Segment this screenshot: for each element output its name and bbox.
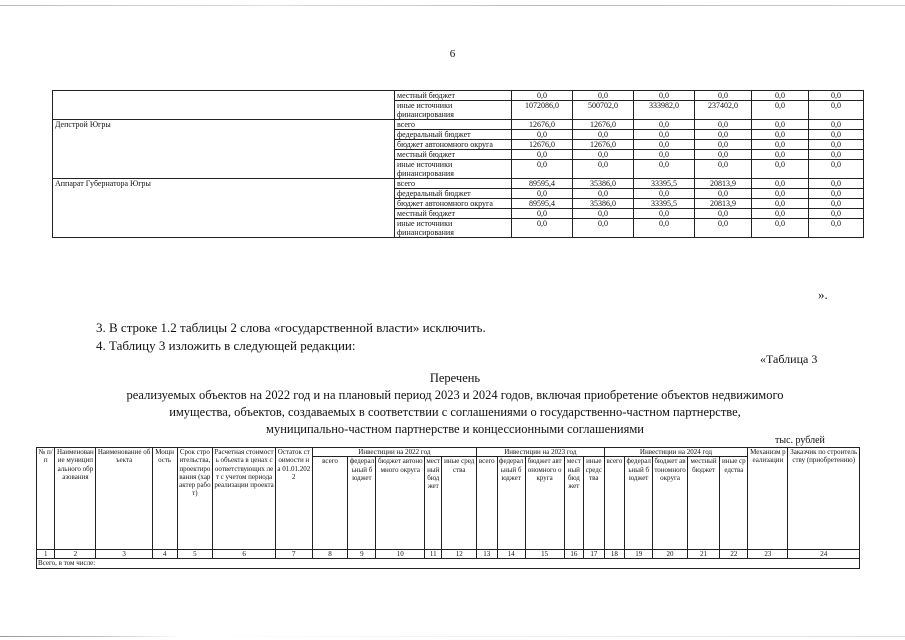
header-investments-2023: Инвестиции на 2023 год	[477, 448, 605, 457]
column-number: 13	[477, 550, 498, 559]
funding-source-label: федеральный бюджет	[395, 130, 512, 140]
funding-value: 0,0	[752, 199, 809, 209]
funding-value: 0,0	[634, 120, 695, 130]
funding-value: 0,0	[752, 189, 809, 199]
funding-value: 0,0	[809, 130, 864, 140]
funding-value: 0,0	[752, 101, 809, 120]
funding-value: 0,0	[752, 160, 809, 179]
funding-source-label: местный бюджет	[395, 91, 512, 101]
funding-value: 35386,0	[573, 179, 634, 189]
funding-value: 0,0	[573, 130, 634, 140]
funding-source-label: федеральный бюджет	[395, 189, 512, 199]
column-number: 2	[55, 550, 96, 559]
funding-value: 0,0	[752, 91, 809, 101]
funding-row	[53, 179, 864, 189]
funding-value: 0,0	[634, 209, 695, 219]
funding-value: 0,0	[512, 209, 573, 219]
sub-2023-total: всего	[477, 457, 498, 550]
funding-value: 0,0	[752, 120, 809, 130]
funding-value: 0,0	[695, 120, 752, 130]
total-row: Всего, в том числе:	[37, 559, 860, 569]
sub-2022-total: всего	[312, 457, 348, 550]
funding-row	[53, 91, 864, 101]
list-subtitle-line-2: имущества, объектов, создаваемых в соответствии с соглашениями о государственно-частном партнерстве,	[169, 405, 741, 419]
header-investments-2024: Инвестиции на 2024 год	[604, 448, 748, 457]
header-object-name: Наименование объекта	[96, 448, 152, 550]
sub-2024-regional: бюджет автономного округа	[653, 457, 688, 550]
sub-2024-federal: федеральный бюджет	[625, 457, 653, 550]
funding-value: 0,0	[752, 219, 809, 238]
scan-edge-bottom	[0, 636, 905, 637]
sub-2022-local: местный бюджет	[425, 457, 442, 550]
funding-source-label: иные источники финансирования	[395, 160, 512, 179]
funding-value: 12676,0	[573, 120, 634, 130]
header-capacity: Мощность	[152, 448, 177, 550]
funding-value: 237402,0	[695, 101, 752, 120]
objects-table	[36, 447, 860, 569]
scan-edge-top	[0, 5, 905, 6]
header-investments-2022: Инвестиции на 2022 год	[312, 448, 476, 457]
sub-2024-other: иные средства	[720, 457, 748, 550]
column-number: 17	[584, 550, 605, 559]
funding-value: 0,0	[634, 130, 695, 140]
funding-value: 0,0	[512, 91, 573, 101]
funding-value: 0,0	[634, 140, 695, 150]
funding-value: 0,0	[512, 160, 573, 179]
funding-value: 0,0	[634, 91, 695, 101]
sub-2024-local: местный бюджет	[687, 457, 719, 550]
header-num: № п/п	[37, 448, 55, 550]
sub-2022-regional: бюджет автономного округа	[376, 457, 425, 550]
funding-value: 0,0	[809, 199, 864, 209]
header-remaining-cost: Остаток стоимости на 01.01.2022	[275, 448, 312, 550]
column-number: 16	[564, 550, 583, 559]
funding-value: 0,0	[809, 101, 864, 120]
funding-value: 0,0	[695, 140, 752, 150]
funding-value: 0,0	[695, 160, 752, 179]
funding-value: 33395,5	[634, 199, 695, 209]
funding-source-label: местный бюджет	[395, 209, 512, 219]
sub-2023-other: иные средства	[584, 457, 605, 550]
funding-value: 0,0	[695, 189, 752, 199]
funding-source-label: бюджет автономного округа	[395, 199, 512, 209]
closing-quote: ».	[818, 287, 828, 302]
funding-value: 0,0	[634, 160, 695, 179]
funding-value: 0,0	[809, 140, 864, 150]
column-number: 5	[177, 550, 213, 559]
funding-value: 0,0	[809, 189, 864, 199]
column-number: 4	[152, 550, 177, 559]
column-number: 11	[425, 550, 442, 559]
funding-value: 0,0	[695, 150, 752, 160]
funding-value: 0,0	[809, 91, 864, 101]
sub-2022-federal: федеральный бюджет	[348, 457, 376, 550]
funding-value: 12676,0	[512, 140, 573, 150]
funding-org	[53, 91, 395, 120]
sub-2023-local: местный бюджет	[564, 457, 583, 550]
funding-row	[53, 120, 864, 130]
header-municipality: Наименование муниципального образования	[55, 448, 96, 550]
header-customer: Заказчик по строительству (приобретению)	[788, 448, 860, 550]
funding-value: 0,0	[512, 150, 573, 160]
funding-source-label: местный бюджет	[395, 150, 512, 160]
column-number: 6	[213, 550, 276, 559]
funding-source-label: всего	[395, 179, 512, 189]
funding-value: 0,0	[512, 130, 573, 140]
funding-value: 0,0	[634, 150, 695, 160]
column-number: 15	[525, 550, 564, 559]
funding-value: 35386,0	[573, 199, 634, 209]
column-number: 24	[788, 550, 860, 559]
units-label: тыс. рублей	[775, 435, 825, 446]
funding-value: 20813,9	[695, 199, 752, 209]
funding-value: 12676,0	[573, 140, 634, 150]
column-number: 14	[497, 550, 525, 559]
page-number: 6	[449, 48, 456, 60]
column-number: 7	[275, 550, 312, 559]
funding-value: 89595,4	[512, 179, 573, 189]
funding-org: Аппарат Губернатора Югры	[53, 179, 395, 238]
column-number: 8	[312, 550, 348, 559]
funding-value: 1072086,0	[512, 101, 573, 120]
header-estimated-cost: Расчетная стоимость объекта в ценах соответствующих лет с учетом периода реализации проекта	[213, 448, 276, 550]
funding-value: 0,0	[809, 209, 864, 219]
column-number: 12	[442, 550, 477, 559]
funding-value: 0,0	[752, 130, 809, 140]
funding-value: 0,0	[695, 130, 752, 140]
funding-value: 0,0	[634, 189, 695, 199]
funding-value: 0,0	[634, 219, 695, 238]
funding-value: 0,0	[809, 179, 864, 189]
funding-value: 0,0	[809, 150, 864, 160]
funding-org: Депстрой Югры	[53, 120, 395, 179]
column-number: 10	[376, 550, 425, 559]
column-number: 18	[604, 550, 625, 559]
list-title: Перечень	[429, 371, 481, 385]
column-number: 21	[687, 550, 719, 559]
funding-source-label: всего	[395, 120, 512, 130]
funding-value: 500702,0	[573, 101, 634, 120]
header-construction-period: Срок строительства, проектирования (характер работ)	[177, 448, 213, 550]
paragraph-4: 4. Таблицу 3 изложить в следующей редакции:	[96, 338, 356, 353]
table-3-label: «Таблица 3	[760, 352, 818, 366]
funding-value: 89595,4	[512, 199, 573, 209]
funding-value: 0,0	[573, 150, 634, 160]
funding-value: 0,0	[695, 219, 752, 238]
funding-value: 0,0	[573, 160, 634, 179]
funding-value: 333982,0	[634, 101, 695, 120]
column-number: 20	[653, 550, 688, 559]
sub-2022-other: иные средства	[442, 457, 477, 550]
funding-source-label: бюджет автономного округа	[395, 140, 512, 150]
funding-value: 0,0	[695, 209, 752, 219]
funding-value: 33395,5	[634, 179, 695, 189]
sub-2023-federal: федеральный бюджет	[497, 457, 525, 550]
list-subtitle-line-3: муниципально-частном партнерстве и концессионными соглашениями	[266, 422, 644, 436]
funding-value: 0,0	[695, 91, 752, 101]
column-number: 3	[96, 550, 152, 559]
funding-value: 0,0	[573, 209, 634, 219]
funding-value: 12676,0	[512, 120, 573, 130]
sub-2023-regional: бюджет автономного округа	[525, 457, 564, 550]
column-number: 1	[37, 550, 55, 559]
sub-2024-total: всего	[604, 457, 625, 550]
funding-source-label: иные источники финансирования	[395, 219, 512, 238]
funding-value: 0,0	[573, 219, 634, 238]
funding-value: 20813,9	[695, 179, 752, 189]
column-number: 23	[748, 550, 788, 559]
funding-value: 0,0	[752, 209, 809, 219]
paragraph-3: 3. В строке 1.2 таблицы 2 слова «государственной власти» исключить.	[96, 320, 486, 335]
list-subtitle-line-1: реализуемых объектов на 2022 год и на плановый период 2023 и 2024 годов, включая приобретение объектов недвижимого	[126, 388, 784, 402]
funding-value: 0,0	[512, 219, 573, 238]
funding-value: 0,0	[752, 140, 809, 150]
header-mechanism: Механизм реализации	[748, 448, 788, 550]
column-number: 19	[625, 550, 653, 559]
funding-source-label: иные источники финансирования	[395, 101, 512, 120]
funding-value: 0,0	[809, 160, 864, 179]
column-number: 22	[720, 550, 748, 559]
funding-value: 0,0	[809, 219, 864, 238]
column-number: 9	[348, 550, 376, 559]
funding-value: 0,0	[809, 120, 864, 130]
funding-value: 0,0	[752, 179, 809, 189]
funding-value: 0,0	[512, 189, 573, 199]
funding-table	[52, 90, 864, 238]
funding-value: 0,0	[573, 189, 634, 199]
funding-value: 0,0	[752, 150, 809, 160]
funding-value: 0,0	[573, 91, 634, 101]
